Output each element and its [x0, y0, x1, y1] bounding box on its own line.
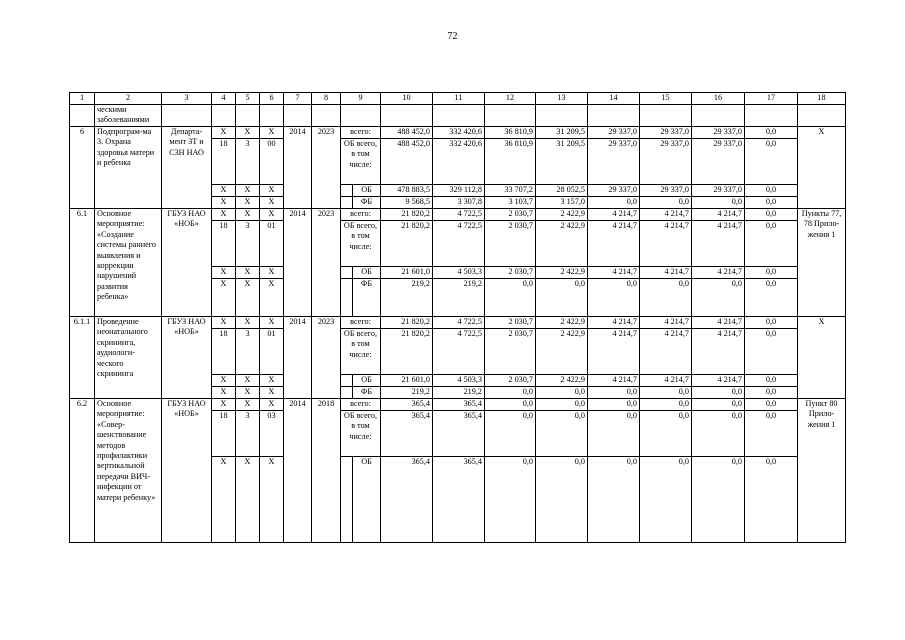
code-x: X	[212, 185, 236, 197]
ob-value: 0,0	[640, 411, 692, 457]
total-value: 29 337,0	[640, 127, 692, 139]
code-x: X	[260, 457, 284, 543]
ob-label: ОБ всего, в том числе:	[341, 411, 381, 457]
total-value: 0,0	[485, 399, 536, 411]
table-cell	[798, 105, 846, 127]
note: X	[798, 317, 846, 399]
code-x: X	[236, 399, 260, 411]
code-x: X	[212, 457, 236, 543]
ob-value: 29 337,0	[588, 139, 640, 185]
ob-value: 4 214,7	[588, 221, 640, 267]
fund-value: 2 030,7	[485, 375, 536, 387]
ob-value: 4 722,5	[433, 221, 485, 267]
header-cell: 17	[745, 93, 798, 105]
program-name-cell: ческими заболеваниями	[95, 105, 162, 127]
fund-value: 0,0	[745, 185, 798, 197]
fund-value: 0,0	[692, 457, 745, 543]
page-number: 72	[447, 31, 458, 42]
fund-value: 0,0	[536, 279, 588, 317]
item-number: 6.1.1	[70, 317, 95, 399]
total-value: 4 214,7	[588, 209, 640, 221]
code-x: X	[212, 267, 236, 279]
ob-value: 332 420,6	[433, 139, 485, 185]
total-value: 0,0	[745, 399, 798, 411]
fund-label: ОБ	[353, 267, 381, 279]
code-x: X	[212, 375, 236, 387]
indent-cell	[341, 267, 353, 279]
fund-value: 0,0	[485, 279, 536, 317]
fund-value: 0,0	[536, 457, 588, 543]
total-value: 4 214,7	[640, 317, 692, 329]
executor: Департа-мент ЗТ и СЗН НАО	[162, 127, 212, 209]
table-cell	[640, 105, 692, 127]
ob-value: 4 214,7	[640, 329, 692, 375]
code-value: 00	[260, 139, 284, 185]
fund-value: 0,0	[485, 387, 536, 399]
table-cell	[381, 105, 433, 127]
fund-value: 0,0	[745, 375, 798, 387]
fund-label: ОБ	[353, 457, 381, 543]
code-value: 18	[212, 329, 236, 375]
fund-value: 0,0	[692, 387, 745, 399]
ob-value: 4 722,5	[433, 329, 485, 375]
ob-value: 0,0	[485, 411, 536, 457]
fund-value: 0,0	[692, 197, 745, 209]
total-value: 0,0	[692, 399, 745, 411]
fund-value: 0,0	[640, 387, 692, 399]
table-cell	[312, 105, 341, 127]
fund-value: 4 503,3	[433, 375, 485, 387]
budget-table	[69, 92, 846, 543]
indent-cell	[341, 197, 353, 209]
ob-value: 21 820,2	[381, 221, 433, 267]
continuation-row	[70, 105, 846, 127]
ob-label: ОБ всего, в том числе:	[341, 329, 381, 375]
ob-value: 0,0	[745, 221, 798, 267]
total-value: 332 420,6	[433, 127, 485, 139]
code-x: X	[212, 317, 236, 329]
code-x: X	[260, 185, 284, 197]
total-value: 0,0	[536, 399, 588, 411]
code-value: 01	[260, 329, 284, 375]
year-to: 2023	[312, 317, 341, 399]
table-cell	[745, 105, 798, 127]
code-x: X	[236, 317, 260, 329]
table-cell	[212, 105, 236, 127]
table-cell	[433, 105, 485, 127]
note: Пункты 77, 78 Прило-жения 1	[798, 209, 846, 317]
total-value: 4 214,7	[692, 209, 745, 221]
code-value: 3	[236, 329, 260, 375]
total-value: 4 214,7	[692, 317, 745, 329]
code-value: 18	[212, 411, 236, 457]
header-cell: 11	[433, 93, 485, 105]
fund-value: 0,0	[745, 457, 798, 543]
ob-value: 4 214,7	[692, 329, 745, 375]
fund-value: 219,2	[381, 279, 433, 317]
header-cell: 10	[381, 93, 433, 105]
ob-value: 4 214,7	[692, 221, 745, 267]
fund-value: 33 707,2	[485, 185, 536, 197]
code-value: 18	[212, 139, 236, 185]
total-value: 29 337,0	[588, 127, 640, 139]
code-value: 3	[236, 411, 260, 457]
item-number: 6.1	[70, 209, 95, 317]
fund-value: 28 052,5	[536, 185, 588, 197]
code-x: X	[260, 279, 284, 317]
ob-value: 0,0	[745, 329, 798, 375]
ob-value: 0,0	[745, 411, 798, 457]
total-label: всего:	[341, 127, 381, 139]
fund-value: 0,0	[640, 457, 692, 543]
year-to: 2023	[312, 209, 341, 317]
code-value: 03	[260, 411, 284, 457]
fund-value: 0,0	[745, 279, 798, 317]
fund-value: 0,0	[588, 457, 640, 543]
code-x: X	[260, 399, 284, 411]
code-value: 3	[236, 139, 260, 185]
fund-value: 0,0	[745, 387, 798, 399]
ob-value: 36 810,9	[485, 139, 536, 185]
header-cell: 6	[260, 93, 284, 105]
fund-value: 0,0	[745, 197, 798, 209]
fund-value: 29 337,0	[588, 185, 640, 197]
ob-value: 0,0	[588, 411, 640, 457]
table-cell	[536, 105, 588, 127]
fund-value: 4 214,7	[692, 375, 745, 387]
table-cell	[341, 105, 381, 127]
fund-value: 21 601,0	[381, 375, 433, 387]
total-value: 0,0	[745, 209, 798, 221]
fund-label: ФБ	[353, 197, 381, 209]
fund-value: 0,0	[588, 279, 640, 317]
header-cell: 13	[536, 93, 588, 105]
code-x: X	[212, 279, 236, 317]
total-value: 21 820,2	[381, 317, 433, 329]
header-cell: 16	[692, 93, 745, 105]
header-cell: 9	[341, 93, 381, 105]
total-value: 2 030,7	[485, 209, 536, 221]
fund-value: 0,0	[588, 387, 640, 399]
fund-label: ОБ	[353, 375, 381, 387]
item-name: Проведение неонатального скрининга, аудиологи-ческого скрининга	[95, 317, 162, 399]
code-x: X	[236, 375, 260, 387]
total-value: 365,4	[381, 399, 433, 411]
code-x: X	[260, 387, 284, 399]
code-x: X	[236, 127, 260, 139]
year-to: 2018	[312, 399, 341, 543]
ob-value: 488 452,0	[381, 139, 433, 185]
total-value: 2 030,7	[485, 317, 536, 329]
fund-value: 365,4	[433, 457, 485, 543]
fund-value: 2 422,9	[536, 267, 588, 279]
fund-value: 478 883,5	[381, 185, 433, 197]
ob-value: 4 214,7	[588, 329, 640, 375]
table-cell	[588, 105, 640, 127]
table-cell	[236, 105, 260, 127]
header-cell: 14	[588, 93, 640, 105]
header-cell: 7	[284, 93, 312, 105]
fund-label: ОБ	[353, 185, 381, 197]
indent-cell	[341, 375, 353, 387]
year-to: 2023	[312, 127, 341, 209]
ob-value: 29 337,0	[640, 139, 692, 185]
code-x: X	[236, 185, 260, 197]
item-name: Подпрограм-ма 3. Охрана здоровья матери и ребенка	[95, 127, 162, 209]
code-x: X	[212, 387, 236, 399]
table-cell	[284, 105, 312, 127]
fund-value: 21 601,0	[381, 267, 433, 279]
code-x: X	[212, 399, 236, 411]
block-total-row	[70, 127, 846, 139]
fund-value: 3 157,0	[536, 197, 588, 209]
header-cell: 5	[236, 93, 260, 105]
fund-value: 0,0	[692, 279, 745, 317]
code-x: X	[212, 127, 236, 139]
indent-cell	[341, 457, 353, 543]
item-name: Основное мероприятие: «Создание системы раннего выявления и коррекции нарушений развития ребенка»	[95, 209, 162, 317]
fund-value: 219,2	[433, 387, 485, 399]
table-body	[70, 93, 846, 543]
total-value: 4 214,7	[640, 209, 692, 221]
total-value: 365,4	[433, 399, 485, 411]
code-value: 18	[212, 221, 236, 267]
code-x: X	[236, 279, 260, 317]
fund-value: 4 214,7	[588, 267, 640, 279]
item-name: Основное мероприятие: «Совер-шенствование методов профилактики вертикальной передачи ВИЧ-инфекции от матери ребенку»	[95, 399, 162, 543]
fund-value: 3 307,8	[433, 197, 485, 209]
header-row	[70, 93, 846, 105]
total-value: 4 722,5	[433, 317, 485, 329]
indent-cell	[341, 185, 353, 197]
fund-value: 0,0	[588, 197, 640, 209]
code-x: X	[236, 457, 260, 543]
total-value: 4 214,7	[588, 317, 640, 329]
fund-value: 0,0	[640, 279, 692, 317]
fund-value: 29 337,0	[692, 185, 745, 197]
fund-value: 365,4	[381, 457, 433, 543]
fund-value: 9 568,5	[381, 197, 433, 209]
fund-value: 4 214,7	[640, 267, 692, 279]
header-cell: 8	[312, 93, 341, 105]
ob-value: 2 422,9	[536, 221, 588, 267]
header-cell: 2	[95, 93, 162, 105]
ob-value: 21 820,2	[381, 329, 433, 375]
code-x: X	[212, 209, 236, 221]
block-total-row	[70, 209, 846, 221]
table-cell	[260, 105, 284, 127]
code-x: X	[260, 197, 284, 209]
ob-label: ОБ всего, в том числе:	[341, 221, 381, 267]
total-label: всего:	[341, 399, 381, 411]
executor: ГБУЗ НАО «НОБ»	[162, 209, 212, 317]
block-total-row	[70, 317, 846, 329]
table-cell	[692, 105, 745, 127]
ob-value: 4 214,7	[640, 221, 692, 267]
fund-value: 3 103,7	[485, 197, 536, 209]
note: X	[798, 127, 846, 209]
executor: ГБУЗ НАО «НОБ»	[162, 317, 212, 399]
total-label: всего:	[341, 317, 381, 329]
executor: ГБУЗ НАО «НОБ»	[162, 399, 212, 543]
code-x: X	[236, 209, 260, 221]
header-cell: 3	[162, 93, 212, 105]
fund-value: 0,0	[745, 267, 798, 279]
item-number: 6	[70, 127, 95, 209]
header-cell: 1	[70, 93, 95, 105]
total-value: 488 452,0	[381, 127, 433, 139]
code-value: 3	[236, 221, 260, 267]
block-total-row	[70, 399, 846, 411]
code-x: X	[260, 375, 284, 387]
year-from: 2014	[284, 209, 312, 317]
year-from: 2014	[284, 317, 312, 399]
header-cell: 15	[640, 93, 692, 105]
fund-value: 219,2	[433, 279, 485, 317]
ob-value: 365,4	[381, 411, 433, 457]
fund-value: 0,0	[485, 457, 536, 543]
total-value: 21 820,2	[381, 209, 433, 221]
item-number: 6.2	[70, 399, 95, 543]
total-value: 29 337,0	[692, 127, 745, 139]
total-value: 36 810,9	[485, 127, 536, 139]
fund-value: 4 503,3	[433, 267, 485, 279]
ob-value: 2 030,7	[485, 221, 536, 267]
note: Пункт 80 Прило-жения 1	[798, 399, 846, 543]
total-label: всего:	[341, 209, 381, 221]
fund-label: ФБ	[353, 387, 381, 399]
fund-value: 329 112,8	[433, 185, 485, 197]
indent-cell	[341, 387, 353, 399]
year-from: 2014	[284, 127, 312, 209]
total-value: 4 722,5	[433, 209, 485, 221]
code-x: X	[236, 267, 260, 279]
ob-value: 31 209,5	[536, 139, 588, 185]
code-x: X	[236, 197, 260, 209]
code-x: X	[260, 127, 284, 139]
code-x: X	[260, 317, 284, 329]
code-x: X	[236, 387, 260, 399]
fund-value: 29 337,0	[640, 185, 692, 197]
fund-value: 2 030,7	[485, 267, 536, 279]
year-from: 2014	[284, 399, 312, 543]
ob-label: ОБ всего, в том числе:	[341, 139, 381, 185]
total-value: 0,0	[745, 127, 798, 139]
table-cell	[162, 105, 212, 127]
total-value: 0,0	[640, 399, 692, 411]
total-value: 2 422,9	[536, 209, 588, 221]
indent-cell	[341, 279, 353, 317]
ob-value: 365,4	[433, 411, 485, 457]
code-x: X	[260, 267, 284, 279]
ob-value: 2 422,9	[536, 329, 588, 375]
fund-value: 4 214,7	[588, 375, 640, 387]
table-cell	[70, 105, 95, 127]
ob-value: 0,0	[692, 411, 745, 457]
total-value: 31 209,5	[536, 127, 588, 139]
ob-value: 0,0	[745, 139, 798, 185]
fund-value: 4 214,7	[692, 267, 745, 279]
total-value: 0,0	[745, 317, 798, 329]
ob-value: 0,0	[536, 411, 588, 457]
code-x: X	[260, 209, 284, 221]
fund-value: 2 422,9	[536, 375, 588, 387]
total-value: 2 422,9	[536, 317, 588, 329]
ob-value: 29 337,0	[692, 139, 745, 185]
fund-value: 0,0	[640, 197, 692, 209]
header-cell: 4	[212, 93, 236, 105]
fund-label: ФБ	[353, 279, 381, 317]
header-cell: 12	[485, 93, 536, 105]
header-cell: 18	[798, 93, 846, 105]
table-cell	[485, 105, 536, 127]
code-x: X	[212, 197, 236, 209]
fund-value: 0,0	[536, 387, 588, 399]
fund-value: 4 214,7	[640, 375, 692, 387]
total-value: 0,0	[588, 399, 640, 411]
fund-value: 219,2	[381, 387, 433, 399]
code-value: 01	[260, 221, 284, 267]
ob-value: 2 030,7	[485, 329, 536, 375]
